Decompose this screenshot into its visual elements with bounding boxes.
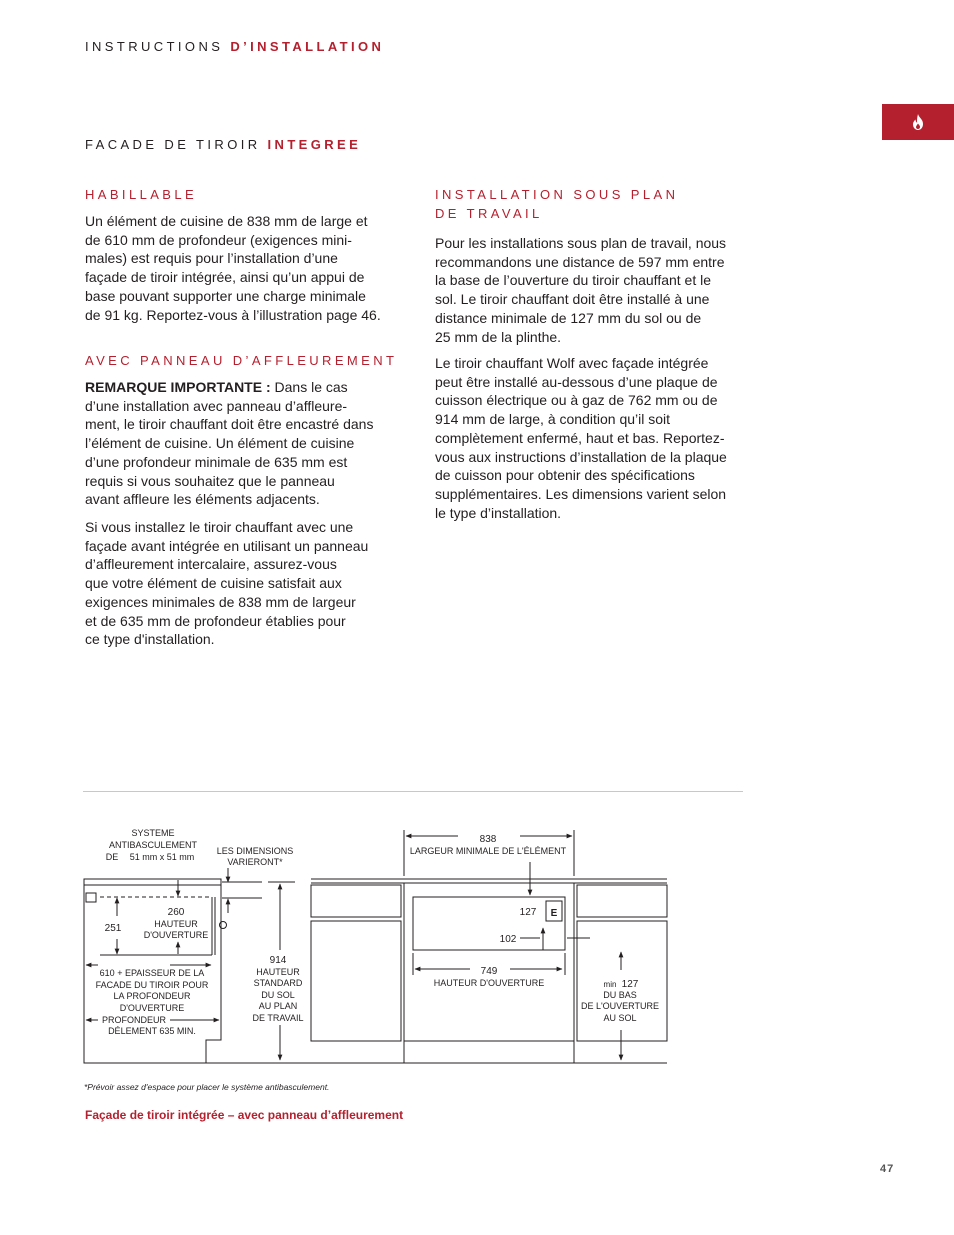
label-260: 260: [167, 907, 185, 918]
label-251: 251: [104, 923, 122, 934]
sous-plan-title-2: DE TRAVAIL: [435, 206, 543, 221]
left-upper-drawer: [311, 885, 401, 917]
diagram-footnote: *Prévoir assez d'espace pour placer le système antibasculement.: [84, 1082, 330, 1092]
section-prefix: FACADE DE TIROIR: [85, 137, 261, 152]
label-838: 838: [479, 834, 497, 845]
header-bold: D’INSTALLATION: [230, 39, 385, 54]
label-610-l1: 610 + EPAISSEUR DE LA: [99, 968, 205, 978]
label-systeme-3b: 51 mm x 51 mm: [129, 852, 195, 862]
label-dims-2: VARIERONT*: [227, 857, 283, 867]
label-610-l4: D'OUVERTURE: [119, 1003, 185, 1013]
label-systeme-1: SYSTEME: [131, 828, 175, 838]
label-838-text: LARGEUR MINIMALE DE L'ÉLÉMENT: [409, 846, 567, 856]
label-610-l5: PROFONDEUR: [101, 1015, 167, 1025]
label-min-l1: DU BAS: [603, 990, 637, 1000]
sous-plan-title-1: INSTALLATION SOUS PLAN: [435, 187, 679, 202]
sous-plan-text2: Le tiroir chauffant Wolf avec façade intégrée peut être installé au-dessous d’une plaque de cuisson électrique ou à gaz de 762 mm ou de 914 mm de large, à condition qu’il soit complètement enfermé, haut et bas. Reportez- vous aux instructions d’installation de la plaque de cuisson pour obtenir des spécifications supplémentaires. Les dimensions varient selon le type d’installation.: [435, 355, 727, 521]
label-dims-1: LES DIMENSIONS: [216, 846, 294, 856]
label-914: 914: [269, 955, 287, 966]
note-text: Dans le cas d’une installation avec panneau d’affleure- ment, le tiroir chauffant doit être encastré dans l’élément de cuisine. Un élément de cuisine d’une profondeur minimale de 635 mm est requis si vous souhaitez que le panneau avant affleure les éléments adjacents.: [85, 379, 374, 508]
label-610-l3: LA PROFONDEUR: [113, 991, 191, 1001]
label-914-l2: STANDARD: [253, 978, 303, 988]
anti-tip-block: [86, 893, 96, 902]
label-260-l1: HAUTEUR: [154, 919, 198, 929]
label-systeme-2: ANTIBASCULEMENT: [108, 840, 198, 850]
label-systeme-3a: DE: [105, 852, 119, 862]
warming-drawer: [413, 897, 565, 950]
header-prefix: INSTRUCTIONS: [85, 39, 224, 54]
label-914-l3: DU SOL: [261, 990, 295, 1000]
label-127: 127: [519, 907, 537, 918]
label-min-l2: DE L'OUVERTURE: [580, 1001, 660, 1011]
affleurement-text2: Si vous installez le tiroir chauffant avec une façade avant intégrée en utilisant un panneau d’affleurement intercalaire, assurez-vous que votre élément de cuisine satisfait aux exigences minimales de 838 mm de largeur et de 635 mm de profondeur établies pour ce type d'installation.: [85, 519, 369, 648]
label-610-l2: FACADE DU TIROIR POUR: [95, 980, 209, 990]
note-label: REMARQUE IMPORTANTE :: [85, 379, 271, 395]
habillable-title: HABILLABLE: [85, 187, 198, 202]
label-min-l3: AU SOL: [603, 1013, 637, 1023]
sous-plan-text1: Pour les installations sous plan de travail, nous recommandons une distance de 597 mm entre la base de l’ouverture du tiroir chauffant et le sol. Le tiroir chauffant doit être installé à une distance minimale de 127 mm du sol ou de 25 mm de la plinthe.: [435, 235, 727, 345]
label-102: 102: [499, 934, 517, 945]
label-260-l2: D'OUVERTURE: [143, 930, 209, 940]
label-749: 749: [480, 966, 498, 977]
label-914-l1: HAUTEUR: [256, 967, 300, 977]
left-lower-panel: [311, 921, 401, 1041]
label-749-text: HAUTEUR D'OUVERTURE: [433, 978, 545, 988]
label-610-l6: DÉLEMENT 635 MIN.: [108, 1026, 196, 1036]
affleurement-title: AVEC PANNEAU D’AFFLEUREMENT: [85, 353, 398, 368]
label-min-127: 127: [621, 979, 639, 990]
label-min: min: [603, 980, 617, 989]
diagram-caption: Façade de tiroir intégrée – avec panneau d’affleurement: [85, 1108, 404, 1122]
label-914-l4: AU PLAN: [258, 1001, 298, 1011]
habillable-text: Un élément de cuisine de 838 mm de large et de 610 mm de profondeur (exigences mini- males) est requis pour l’installation d’une façade de tiroir intégrée, ainsi qu’un appui de base pouvant supporter une charge minimale de 91 kg. Reportez-vous à l’illustration page 46.: [85, 213, 381, 323]
label-914-l5: DE TRAVAIL: [252, 1013, 304, 1023]
label-e: E: [550, 908, 558, 919]
section-bold: INTEGREE: [267, 137, 362, 152]
page-number: 47: [880, 1163, 895, 1175]
right-upper-drawer: [577, 885, 667, 917]
